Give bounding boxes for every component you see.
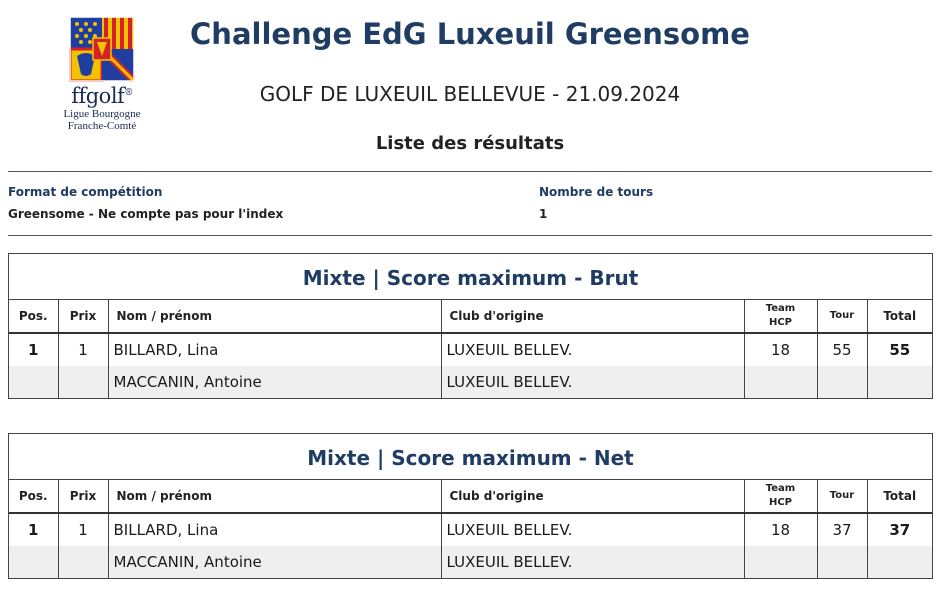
cell-pos (9, 546, 58, 578)
column-header-team-hcp: Team HCP (744, 300, 817, 333)
logo-subtitle-line2: Franche-Comté (67, 120, 137, 132)
page-subtitle: GOLF DE LUXEUIL BELLEVUE - 21.09.2024 (259, 82, 681, 106)
cell-tour: 37 (817, 513, 867, 546)
cell-club: LUXEUIL BELLEV. (441, 546, 744, 578)
cell-nom: BILLARD, Lina (108, 513, 441, 546)
column-header-nom: Nom / prénom (108, 300, 441, 333)
table-header-row (9, 300, 932, 333)
ffgolf-logo (52, 16, 152, 132)
column-header-prix: Prix (58, 480, 108, 513)
cell-hcp (744, 546, 817, 578)
column-header-tour: Tour (817, 480, 867, 513)
results-list-title: Liste des résultats (375, 133, 565, 154)
page-title: Challenge EdG Luxeuil Greensome (190, 17, 750, 51)
cell-prix: 1 (58, 513, 108, 546)
cell-tour (817, 366, 867, 398)
column-header-total: Total (867, 480, 932, 513)
column-header-pos: Pos. (9, 480, 58, 513)
cell-prix (58, 546, 108, 578)
cell-tour: 55 (817, 333, 867, 366)
column-header-tour: Tour (817, 300, 867, 333)
cell-nom: MACCANIN, Antoine (108, 366, 441, 398)
cell-prix: 1 (58, 333, 108, 366)
cell-hcp: 18 (744, 333, 817, 366)
cell-pos: 1 (28, 341, 39, 359)
column-header-nom: Nom / prénom (108, 480, 441, 513)
results-section-net (8, 433, 933, 579)
cell-tour (817, 546, 867, 578)
cell-hcp: 18 (744, 513, 817, 546)
logo-brand-text: ffgolf® (71, 84, 133, 108)
format-label: Format de compétition (8, 185, 163, 199)
table-row (9, 333, 932, 366)
divider-bottom (8, 235, 932, 236)
results-section-brut (8, 253, 933, 399)
rounds-label: Nombre de tours (539, 185, 654, 199)
section-title: Mixte | Score maximum - Net (9, 434, 932, 480)
section-title: Mixte | Score maximum - Brut (9, 254, 932, 300)
column-header-team-hcp: Team HCP (744, 480, 817, 513)
format-value: Greensome - Ne compte pas pour l'index (8, 207, 284, 221)
cell-total: 37 (867, 513, 932, 546)
cell-total: 55 (867, 333, 932, 366)
cell-total (867, 366, 932, 398)
column-header-club: Club d'origine (441, 480, 744, 513)
cell-total (867, 546, 932, 578)
cell-prix (58, 366, 108, 398)
table-row (9, 513, 932, 546)
cell-club: LUXEUIL BELLEV. (441, 333, 744, 366)
cell-pos (9, 366, 58, 398)
column-header-club: Club d'origine (441, 300, 744, 333)
rounds-value: 1 (539, 207, 548, 221)
logo-subtitle-line1: Ligue Bourgogne (63, 108, 141, 120)
results-table (9, 480, 932, 578)
results-table (9, 300, 932, 398)
divider-top (8, 171, 932, 172)
column-header-total: Total (867, 300, 932, 333)
region-coat-of-arms-icon (69, 16, 135, 82)
cell-nom: MACCANIN, Antoine (108, 546, 441, 578)
column-header-prix: Prix (58, 300, 108, 333)
cell-pos: 1 (28, 521, 39, 539)
cell-club: LUXEUIL BELLEV. (441, 366, 744, 398)
cell-club: LUXEUIL BELLEV. (441, 513, 744, 546)
table-row (9, 546, 932, 578)
table-row (9, 366, 932, 398)
column-header-pos: Pos. (9, 300, 58, 333)
cell-hcp (744, 366, 817, 398)
table-header-row (9, 480, 932, 513)
cell-nom: BILLARD, Lina (108, 333, 441, 366)
